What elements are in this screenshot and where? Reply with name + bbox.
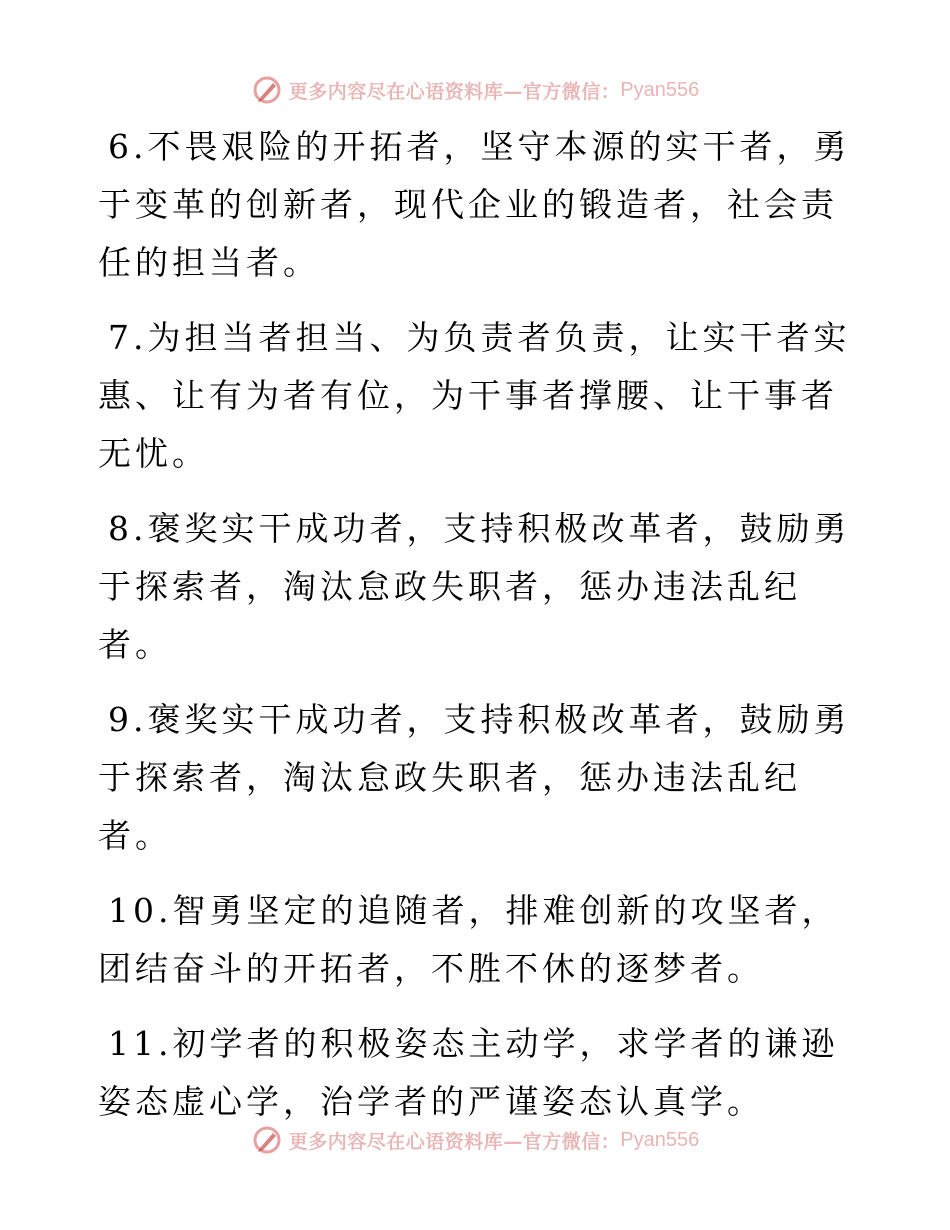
paragraph-6: 6.不畏艰险的开拓者，坚守本源的实干者，勇于变革的创新者，现代企业的锻造者，社会责任的担当者。: [98, 127, 851, 282]
pen-logo-icon: [251, 74, 283, 106]
paragraph-11: 11.初学者的积极姿态主动学，求学者的谦逊姿态虚心学，治学者的严谨姿态认真学。: [98, 1024, 839, 1121]
watermark-text: 更多内容尽在心语资料库—官方微信：: [288, 1130, 621, 1153]
footer-watermark: [0, 1120, 950, 1160]
paragraph-9: 9.褒奖实干成功者，支持积极改革者，鼓励勇于探索者，淘汰怠政失职者，惩办违法乱纪者。: [98, 700, 851, 855]
header-watermark: [0, 70, 950, 110]
watermark-id: Pyan556: [620, 78, 700, 101]
watermark-text: 更多内容尽在心语资料库—官方微信：: [288, 80, 621, 103]
document-body: [98, 118, 858, 1148]
paragraph-8: 8.褒奖实干成功者，支持积极改革者，鼓励勇于探索者，淘汰怠政失职者，惩办违法乱纪者。: [98, 509, 851, 664]
paragraph-10: 10.智勇坚定的追随者，排难创新的攻坚者，团结奋斗的开拓者，不胜不休的逐梦者。: [98, 891, 839, 988]
paragraph-7: 7.为担当者担当、为负责者负责，让实干者实惠、让有为者有位，为干事者撑腰、让干事者无忧。: [98, 318, 851, 473]
pen-logo-icon: [251, 1124, 283, 1156]
watermark-id: Pyan556: [620, 1128, 700, 1151]
